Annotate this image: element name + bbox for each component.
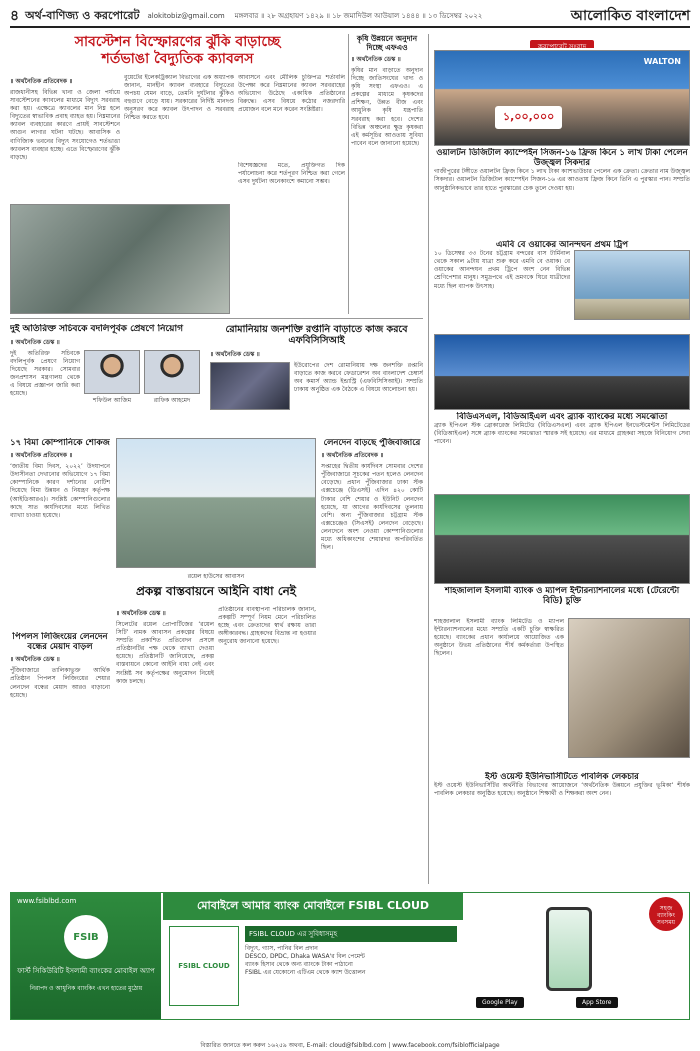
- ewu-headline: ইস্ট ওয়েস্ট ইউনিভার্সিটিতে পাবলিক লেকচার: [485, 772, 639, 782]
- market-headline: লেনদেন বাড়ছে পুঁজিবাজারে: [323, 438, 421, 448]
- peoples-headline: পিপলস লিজিংয়ের লেনদেন বন্ধের মেয়াদ বাড়ল: [12, 632, 108, 653]
- lead-headline: [10, 34, 345, 66]
- ewu-body: ইস্ট ওয়েস্ট ইউনিভার্সিটির অর্থনীতি বিভাগের আয়োজনে ‘অর্থনৈতিক উন্নয়নে প্রযুক্তির ভূমিকা’ শীর্ষক পাবলিক লেকচার অনুষ্ঠিত হয়েছে। অনুষ্ঠানে শিক্ষার্থী ও শিক্ষকরা অংশ নেন।: [434, 782, 690, 798]
- peoples-body: পুঁজিবাজারে তালিকাভুক্ত আর্থিক প্রতিষ্ঠান পিপলস লিজিংয়ের শেয়ার লেনদেন বন্ধের মেয়াদ আরও বাড়ানো হয়েছে।: [10, 667, 110, 699]
- phone-mockup-icon: [546, 907, 592, 991]
- ad-middle-panel: [163, 893, 463, 1019]
- bb-article: [434, 412, 690, 490]
- section-name: অর্থ-বাণিজ্য ও করপোরেট: [25, 8, 140, 22]
- romania-headline: রোমানিয়ায় জনশক্তি রপ্তানি বাড়াতে কাজ করবে এফবিসিসিআই: [225, 324, 408, 347]
- walton-body: গাজীপুরের টঙ্গীতে ওয়ালটন ফ্রিজ কিনে ১ লাখ টাকা ক্যাশভাউচার পেলেন এক ক্রেতা। ক্রেতার নাম উজ্জ্বল সিকদার। ওয়ালটন ডিজিটাল ক্যাম্পেইন সিজন-১৬ এর আওতায় ফ্রিজ কিনে তিনি এ পুরস্কার পান। সম্প্রতি আনুষ্ঠানিকভাবে তার হাতে পুরস্কারের চেক তুলে দেওয়া হয়।: [434, 168, 690, 192]
- lead-col-4: [238, 162, 345, 314]
- housing-photo: [116, 438, 316, 568]
- housing-body-2: প্রতিষ্ঠানের ব্যবস্থাপনা পরিচালক জানান, প্রকল্পটি সম্পূর্ণ নিয়ম মেনে পরিচালিত হচ্ছে এবং ক্রেতাদের স্বার্থ রক্ষায় তারা অঙ্গীকারবদ্ধ। গ্রাহকদের বিভ্রান্ত না হওয়ার অনুরোধ জানানো হয়েছে।: [218, 606, 316, 646]
- substation-photo: [10, 204, 230, 314]
- fsib-logo-icon: [64, 915, 108, 959]
- ad-tagline: মোবাইলে আমার ব্যাংক মোবাইলে FSIBL CLOUD: [163, 893, 463, 920]
- shahjalal-headline: শাহজালাল ইসলামী ব্যাংক ও ম্যাপল ইন্টারন্যাশনালের মধ্যে (টেরেন্টো বিডি) চুক্তি: [444, 586, 680, 607]
- walton-brand: WALTON: [643, 57, 681, 66]
- section-email[interactable]: alokitobiz@gmail.com: [147, 12, 225, 20]
- ad-feature-1: বিদ্যুৎ, গ্যাস, পানির বিল প্রদান: [245, 945, 318, 952]
- insurance-headline: ১৭ বিমা কোম্পানিকে শোকজ: [10, 438, 110, 448]
- ad-feature-4: FSIBL এর যেকোনো এটিএম থেকে ক্যাশ উত্তোলন: [245, 969, 366, 977]
- housing-headline-wrap: [116, 584, 316, 604]
- secretaries-byline: ॥ অর্থনৈতিক ডেস্ক ॥: [10, 338, 60, 346]
- cloud-logo-icon: [169, 926, 239, 1006]
- housing-col-2: [218, 606, 316, 858]
- ad-slogan: সহজ ব্যাংকিং সবসময়: [649, 897, 683, 931]
- krishi-headline: কৃষি উন্নয়নে অনুদান দিচ্ছে এফএও: [356, 34, 418, 52]
- housing-byline: ॥ অর্থনৈতিক ডেস্ক ॥: [116, 610, 166, 617]
- mbb-article: [434, 240, 690, 330]
- ad-feature-2: DESCO, DPDC, Dhaka WASA'র বিল পেমেন্ট: [245, 953, 365, 961]
- shahjalal-body: শাহজালাল ইসলামী ব্যাংক লিমিটেড ও ম্যাপল ইন্টারন্যাশনালের মধ্যে সম্প্রতি একটি চুক্তি স্বাক্ষরিত হয়েছে। ব্যাংকের প্রধান কার্যালয়ে আয়োজিত এক অনুষ্ঠানে উভয় প্রতিষ্ঠানের শীর্ষ কর্মকর্তারা উপস্থিত ছিলেন।: [434, 618, 564, 658]
- masthead: [10, 6, 690, 28]
- ad-feature-3: ব্যাংক হিসাব থেকে অন্য ব্যাংকে টাকা পাঠানো: [245, 961, 353, 969]
- shahjalal-article: [434, 618, 690, 768]
- ad-right-panel: [466, 893, 689, 1019]
- krishi-article: [351, 34, 423, 314]
- peoples-byline: ॥ অর্থনৈতিক ডেস্ক ॥: [10, 656, 60, 664]
- lead-headline-line-2: শর্তভাঙা বৈদ্যুতিক ক্যাবলস: [101, 50, 254, 66]
- romania-article: [210, 324, 423, 434]
- krishi-body: কৃষির মান বাড়াতে অনুদান দিচ্ছে জাতিসংঘের খাদ্য ও কৃষি সংস্থা এফএও। এ প্রকল্পের মাধ্যমে কৃষকদের প্রশিক্ষণ, উন্নত বীজ এবং আধুনিক কৃষি যন্ত্রপাতি সরবরাহ করা হবে। দেশের বিভিন্ন অঞ্চলের ক্ষুদ্র কৃষকরা এই কর্মসূচির আওতায় সুবিধা পাবেন বলে জানানো হয়েছে।: [351, 67, 423, 147]
- romania-byline: ॥ অর্থনৈতিক ডেস্ক ॥: [210, 350, 260, 358]
- cloud-brand: FSIBL CLOUD: [178, 962, 230, 970]
- insurance-article: [10, 438, 110, 626]
- mbb-headline: এমবি বে ওয়াকের আনন্দঘন প্রথম ট্রিপ: [495, 240, 629, 250]
- section-rule: [10, 318, 423, 319]
- walton-prize-cheque: ১,০০,০০০: [495, 106, 562, 129]
- newspaper-logo: আলোকিত বাংলাদেশ: [570, 8, 690, 24]
- portrait-1-caption: শফিউল আজিম: [92, 396, 132, 404]
- portrait-2-caption: রাফিক আহমেদ: [153, 396, 191, 404]
- lead-body-2: বুয়েটের ইলেকট্রিক্যাল বিভাগের এক অধ্যাপক জানান, মানহীন ক্যাবল ব্যবহারে বিদ্যুতের অপচয় যেমন বাড়ে, তেমনি দুর্ঘটনার ঝুঁকিও বহুগুণে বেড়ে যায়। সরকারের নির্দিষ্ট মানদণ্ড অনুসরণ করে ক্যাবল উৎপাদন ও সরবরাহ নিশ্চিত করতে হবে।: [124, 74, 234, 122]
- secretaries-headline: দুই অতিরিক্ত সচিবকে বদলিপূর্বক প্রেষণে নিয়োগ: [10, 324, 183, 334]
- romania-body: ইউরোপের দেশ রোমানিয়ায় দক্ষ জনশক্তি রপ্তানি বাড়াতে কাজ করবে ফেডারেশন অব বাংলাদেশ চেম্বার্স অব কমার্স অ্যান্ড ইন্ডাস্ট্রি (এফবিসিসিআই)। সম্প্রতি ঢাকায় অনুষ্ঠিত এক বৈঠকে এ বিষয়ে আলোচনা হয়।: [294, 361, 423, 394]
- lead-headline-line-1: সাবস্টেশন বিস্ফোরণের ঝুঁকি বাড়াচ্ছে: [74, 34, 281, 50]
- ad-features-title: FSIBL CLOUD এর সুবিধাসমূহ: [245, 926, 457, 942]
- corporate-tag: করপোরেট সংবাদ: [530, 40, 594, 48]
- lead-byline: ॥ অর্থনৈতিক প্রতিবেদক ॥: [10, 78, 73, 85]
- app-store-button[interactable]: App Store: [576, 997, 618, 1008]
- mbb-body: ১০ ডিসেম্বর ৩৩ টনের চট্টগ্রাম বন্দরের বাস টার্মিনাল থেকে সকাল ৯টায় যাত্রা শুরু করে এমবি বে ওয়াক। বে ওয়াকের আনন্দঘন প্রথম ট্রিপে অংশ নেন বিভিন্ন শ্রেণিপেশার মানুষ। সমুদ্রপথে এই ভ্রমণকে ঘিরে যাত্রীদের মধ্যে ছিল ব্যাপক উৎসাহ।: [434, 250, 570, 290]
- insurance-byline: ॥ অর্থনৈতিক প্রতিবেদক ॥: [10, 452, 73, 460]
- market-byline: ॥ অর্থনৈতিক প্রতিবেদক ॥: [321, 452, 384, 460]
- housing-col-1: [116, 606, 214, 858]
- lead-body-1: রাজধানীসহ বিভিন্ন খানা ও জেলা পর্যায়ে সাবস্টেশনের ক্যাবলের মাধ্যমে বিদ্যুৎ সরবরাহ করা হয়। এক্ষেত্রে ক্যাবলের মান নিম্ন হলে বিদ্যুতের স্বাভাবিক প্রবাহ ব্যাহত হয়। নিম্নমানের ক্যাবল ব্যবহারের কারণে প্রায়ই সাবস্টেশনে আগুন লাগার ঘটনা ঘটছে। আবাসিক ও বাণিজ্যিক ভবনের বিদ্যুৎ সংযোগেও শর্তভাঙা ক্যাবলস ব্যবহার হচ্ছে। এতে বিস্ফোরণের ঝুঁকি বাড়ছে।: [10, 89, 120, 161]
- ad-left-panel: [11, 893, 161, 1019]
- market-body: সপ্তাহের দ্বিতীয় কার্যদিবস সোমবার দেশের পুঁজিবাজারে সূচকের পতন হলেও লেনদেন বেড়েছে। প্রধান পুঁজিবাজার ঢাকা স্টক এক্সচেঞ্জে (ডিএসই) এদিন ৪২০ কোটি টাকার বেশি শেয়ার ও ইউনিট লেনদেন হয়েছে, যা আগের কার্যদিবসের তুলনায় বেশি। অন্য পুঁজিবাজার চট্টগ্রাম স্টক এক্সচেঞ্জেও (সিএসই) লেনদেন বেড়েছে। লেনদেনে অংশ নেওয়া কোম্পানিগুলোর মধ্যে অধিকাংশের শেয়ারদর অপরিবর্তিত ছিল।: [321, 463, 423, 552]
- fsib-brand: FSIB: [73, 931, 99, 943]
- secretaries-body: দুই অতিরিক্ত সচিবকে বদলিপূর্বক প্রেষণে নিয়োগ দিয়েছে সরকার। সোমবার জনপ্রশাসন মন্ত্রণালয় থেকে এ বিষয়ে প্রজ্ঞাপন জারি করা হয়েছে।: [10, 349, 80, 398]
- portrait-1: [84, 350, 140, 394]
- shahjalal-headline-wrap: [434, 586, 690, 616]
- market-article: [321, 438, 423, 858]
- page-number: ৪: [10, 8, 20, 24]
- ad-footer: বিস্তারিত জানতে কল করুন ১৬২৫৯ অথবা, E-mail: cloud@fsiblbd.com | www.facebook.com/fsiblofficialpage: [200, 1042, 500, 1049]
- lead-col-1: [10, 74, 120, 204]
- housing-caption-wrap: [116, 570, 316, 582]
- bb-headline: বিডিএসএল, বিডিআইএল এবং ব্র্যাক ব্যাংকের মধ্যে সমঝোতা: [456, 412, 668, 422]
- peoples-article: [10, 632, 110, 858]
- ad-url[interactable]: www.fsiblbd.com: [17, 897, 77, 905]
- secretaries-article: [10, 324, 205, 434]
- ewu-photo: [568, 618, 690, 758]
- ewu-article: [434, 772, 690, 884]
- housing-body-1: সিলেটের রয়েল প্রোপার্টিজের ‘রয়েল সিটি’ নামক আবাসন প্রকল্পের বিষয়ে সম্প্রতি প্রকাশিত প্রতিবেদন প্রসঙ্গে প্রতিষ্ঠানটির পক্ষ থেকে ব্যাখ্যা দেওয়া হয়েছে। প্রতিষ্ঠানটি জানিয়েছে, প্রকল্প বাস্তবায়নে কোনো আইনি বাধা নেই এবং সংশ্লিষ্ট সব কর্তৃপক্ষের অনুমোদন নিয়েই কাজ চলছে।: [116, 621, 214, 685]
- lead-body-4: বিশেষজ্ঞদের মতে, প্রযুক্তিগত দিক পর্যালোচনা করে শর্তপূরণ নিশ্চিত করা গেলে এসব দুর্ঘটনা অনেকাংশে কমানো সম্ভব।: [238, 162, 345, 186]
- column-rule: [348, 34, 349, 314]
- lead-col-3: [238, 74, 345, 158]
- housing-headline: প্রকল্প বাস্তবায়নে আইনি বাধা নেই: [135, 584, 297, 598]
- bb-body: ব্র্যাক ইপিএল স্টক ব্রোকারেজ লিমিটেড (বিডিএসএল) এবং ব্র্যাক ইপিএল ইনভেস্টমেন্টস লিমিটেডের (বিডিআইএল) সঙ্গে ব্র্যাক ব্যাংকের সমঝোতা স্মারক সই হয়েছে। এর মাধ্যমে গ্রাহকরা সহজে বিনিয়োগ সেবা পাবেন।: [434, 422, 690, 446]
- lead-body-3: আবাসনে এবং মৌলিক চুক্তিপত্র শর্তাবলি উপেক্ষা করে নিম্নমানের ক্যাবল সরবরাহের অভিযোগ উঠেছে একাধিক প্রতিষ্ঠানের বিরুদ্ধে। এসব বিষয়ে কঠোর নজরদারি প্রয়োজন বলে মনে করেন সংশ্লিষ্টরা।: [238, 74, 345, 114]
- article-grid: [10, 28, 690, 1028]
- housing-caption: রয়েল হাউসের আবাসন: [187, 573, 245, 580]
- walton-article: [434, 148, 690, 236]
- walton-headline: ওয়ালটন ডিজিটাল ক্যাম্পেইন সিজন-১৬ ফ্রিজ কিনে ১ লাখ টাকা পেলেন উজ্জ্বল সিকদার: [436, 148, 688, 169]
- issue-date: মঙ্গলবার ॥ ২৮ অগ্রহায়ণ ১৪২৯ ॥ ১৮ জমাদিউল আউয়াল ১৪৪৪ ॥ ১৩ ডিসেম্বর ২০২২: [234, 12, 483, 20]
- krishi-byline: ॥ অর্থনৈতিক ডেস্ক ॥: [351, 56, 401, 63]
- corporate-tag-wrap: [434, 34, 690, 48]
- fsibl-advertisement: [10, 892, 690, 1020]
- walton-photo: [434, 50, 690, 146]
- portrait-2: [144, 350, 200, 394]
- shahjalal-photo: [434, 494, 690, 584]
- lead-col-2: [124, 74, 234, 158]
- insurance-body: ‘জাতীয় বিমা দিবস, ২০২২’ উদযাপনে উদাসীনতা দেখানোর অভিযোগে ১৭ বিমা কোম্পানিকে কারণ দর্শানোর নোটিশ দিয়েছে বিমা উন্নয়ন ও নিয়ন্ত্রণ কর্তৃপক্ষ (আইডিআরএ)। সংশ্লিষ্ট কোম্পানিগুলোর কাছে সাত কার্যদিবসের মধ্যে লিখিত ব্যাখ্যা চাওয়া হয়েছে।: [10, 463, 110, 519]
- bb-photo: [434, 334, 690, 410]
- corporate-rule: [428, 34, 429, 884]
- ad-bank-name: ফার্স্ট সিকিউরিটি ইসলামী ব্যাংকের মোবাইল অ্যাপ: [17, 967, 155, 975]
- romania-photo: [210, 362, 290, 410]
- google-play-button[interactable]: Google Play: [476, 997, 524, 1008]
- mbb-photo: [574, 250, 690, 320]
- ad-bottom-text: নিরাপদ ও আধুনিক ব্যাংকিং এখন হাতের মুঠোয়: [29, 985, 143, 992]
